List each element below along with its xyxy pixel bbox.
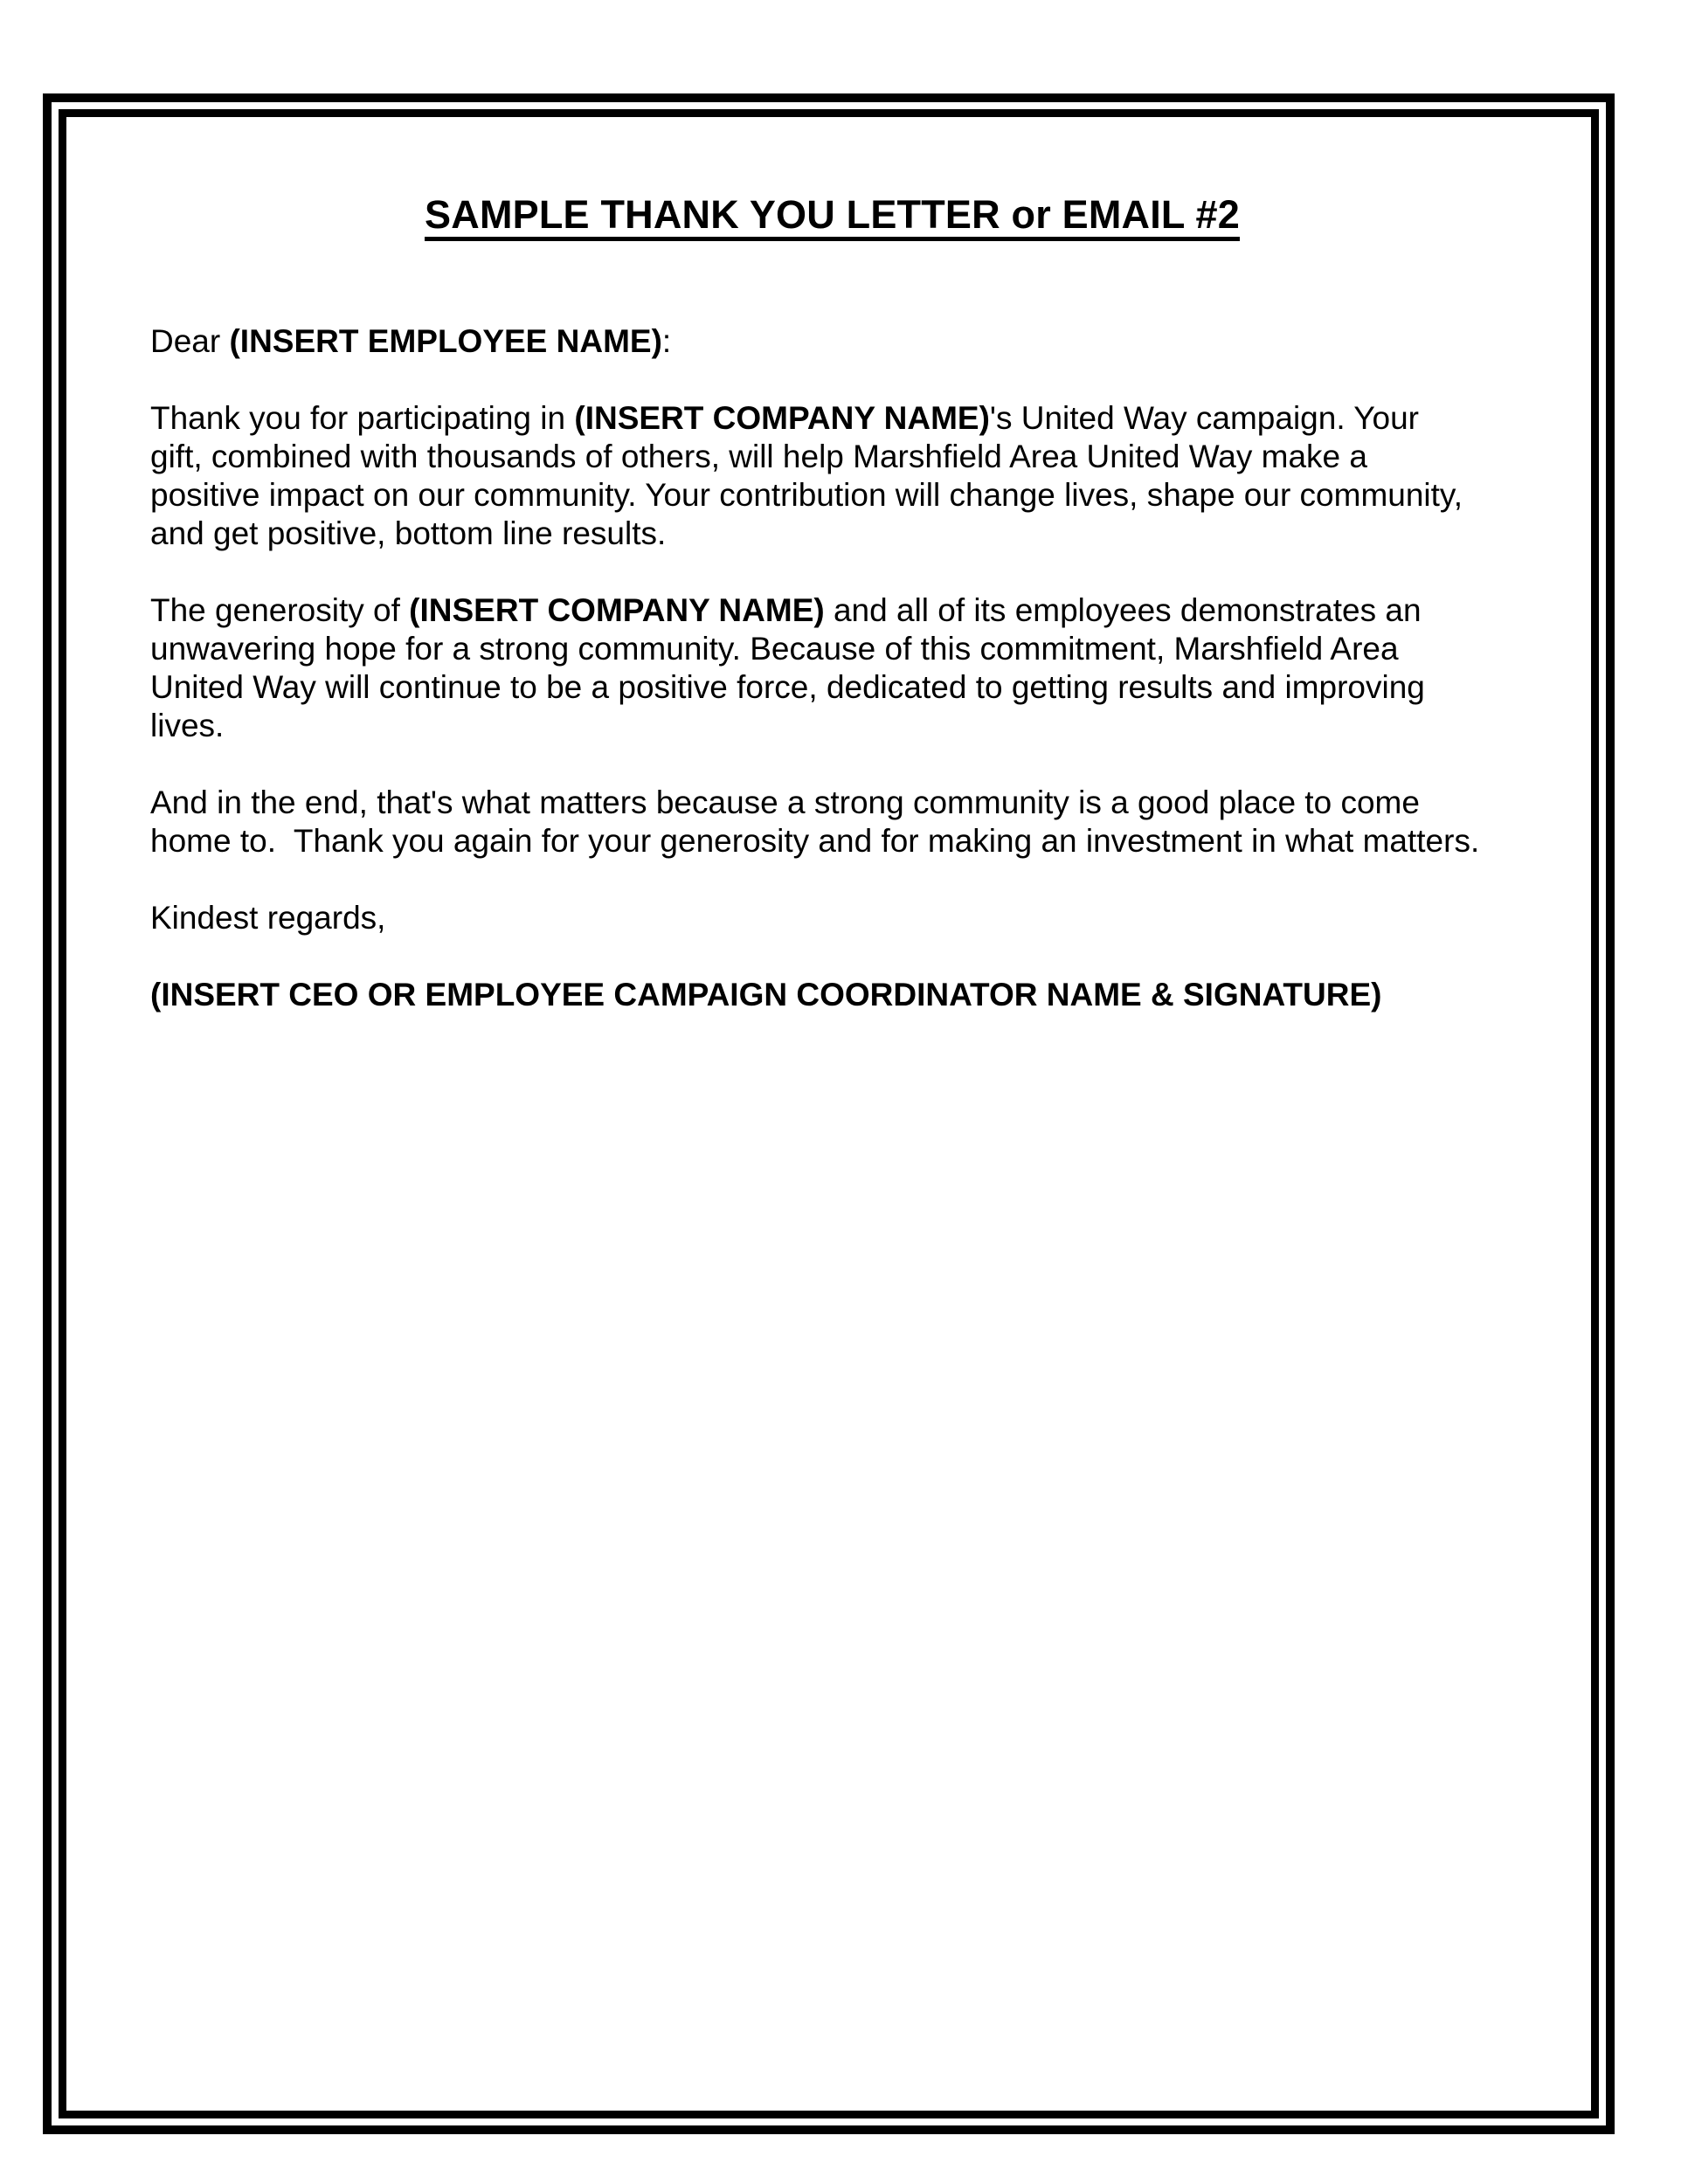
paragraph-2	[150, 591, 1514, 745]
company-name-placeholder: (INSERT COMPANY NAME)	[409, 592, 825, 628]
closing-line: Kindest regards,	[150, 900, 386, 936]
text-segment: Thank you for participating in	[150, 400, 575, 436]
letter-title	[150, 191, 1514, 238]
paragraph-line: United Way will continue to be a positive force, dedicated to getting results and improving	[150, 669, 1425, 705]
text-segment: 's United Way campaign. Your	[989, 400, 1419, 436]
page-border-inner-frame	[59, 109, 1599, 2118]
paragraph-line: positive impact on our community. Your contribution will change lives, shape our community,	[150, 477, 1463, 513]
paragraph-line: and get positive, bottom line results.	[150, 515, 667, 551]
text-segment: and all of its employees demonstrates an	[824, 592, 1422, 628]
signature-placeholder-line: (INSERT CEO OR EMPLOYEE CAMPAIGN COORDINATOR NAME & SIGNATURE)	[150, 977, 1382, 1013]
page-border-frame	[43, 93, 1615, 2134]
paragraph-line	[150, 399, 1514, 438]
company-name-placeholder: (INSERT COMPANY NAME)	[574, 400, 990, 436]
paragraph-line: gift, combined with thousands of others, will help Marshfield Area United Way make a	[150, 439, 1367, 474]
paragraph-line: And in the end, that's what matters because a strong community is a good place to come	[150, 784, 1420, 820]
letter-title-text: SAMPLE THANK YOU LETTER or EMAIL #2	[425, 192, 1240, 241]
salutation-prefix: Dear	[150, 323, 230, 359]
employee-name-placeholder: (INSERT EMPLOYEE NAME)	[229, 323, 662, 359]
letter-content	[66, 117, 1591, 1014]
paragraph-1	[150, 399, 1514, 553]
paragraph-3	[150, 784, 1514, 860]
paragraph-line: home to. Thank you again for your generosity and for making an investment in what matters.	[150, 823, 1480, 859]
paragraph-line: lives.	[150, 708, 225, 743]
salutation-line	[150, 322, 1514, 361]
salutation-colon: :	[661, 323, 672, 359]
paragraph-line	[150, 591, 1514, 630]
text-segment: The generosity of	[150, 592, 410, 628]
paragraph-line: unwavering hope for a strong community. Because of this commitment, Marshfield Area	[150, 631, 1399, 667]
